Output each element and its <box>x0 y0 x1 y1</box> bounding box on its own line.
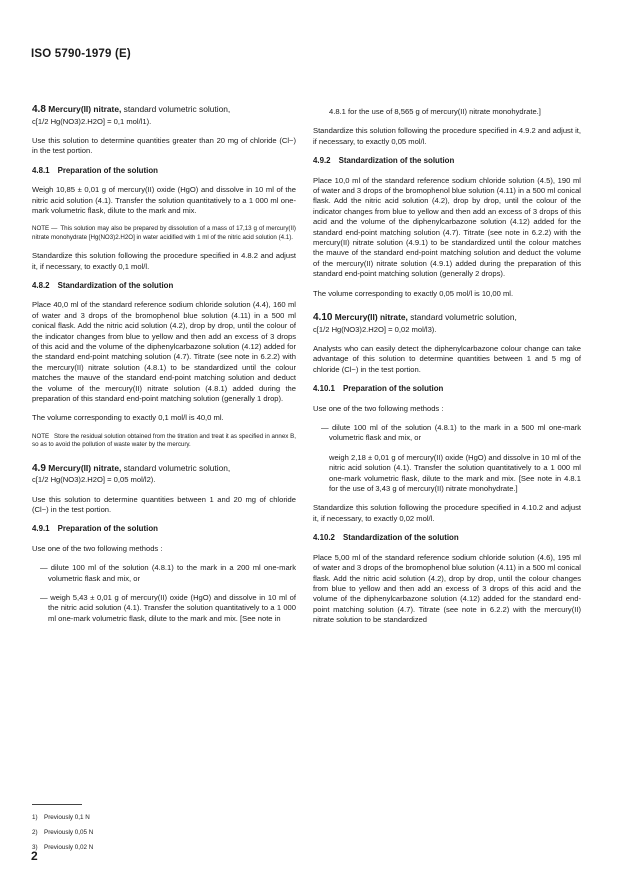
subsection-heading-4-9-2: 4.9.2 Standardization of the solution <box>313 156 455 166</box>
left-column <box>32 104 296 633</box>
paragraph: Use this solution to determine quantities between 1 and 20 mg of chloride (Cl−) in the test portion. <box>32 494 296 514</box>
footnote-rule <box>32 804 82 805</box>
paragraph: Place 10,0 ml of the standard reference sodium chloride solution (4.5), 190 ml of water and 3 drops of the bromophenol blue solution (4.11) in a 500 ml conical flask. Add the nitric acid solution (4.2), drop by drop, until the colour of the indicator changes from blue to yellow and then add an excess of 3 drops of this acid and the volume of the diphenylcarbazone solution (4.12) added for the standard end-point matching solution (4.7). Titrate (see note in 6.2.2) with the mercury(II) nitrate solution (4.9.1) to be standardized until the colour matches the mauve of the standard end-point matching solution and deduct the volume of the mercury(II) nitrate solution (4.9.1) added during the preparation of this standard end-point matching solution (generally 2 drops). <box>313 175 581 279</box>
subsection-heading-4-8-1: 4.8.1 Preparation of the solution <box>32 165 158 175</box>
footnotes <box>32 810 93 855</box>
paragraph: Analysts who can easily detect the diphenylcarbazone colour change can take advantage of this solution to determine quantities between 1 and 5 mg of chloride (Cl−) in the test portion. <box>313 344 581 374</box>
subsection-heading-4-8-2: 4.8.2 Standardization of the solution <box>32 280 174 290</box>
note: NOTE — This solution may also be prepared by dissolution of a mass of 17,13 g of mercury(II) nitrate monohydrate [Hg(NO3)2.H2O] in water acidified with 1 ml of the nitric acid solution (4.1). <box>32 225 296 241</box>
list-item: — weigh 5,43 ± 0,01 g of mercury(II) oxide (HgO) and dissolve in 10 ml of the nitric acid solution (4.1). Transfer the solution quantitatively to a 1 000 ml one-mark volumetric flask, dilute to the mark and mix. [See note in <box>40 593 296 623</box>
subsection-heading-4-9-1: 4.9.1 Preparation of the solution <box>32 524 158 534</box>
section-heading-4-8: 4.8 Mercury(II) nitrate, standard volumetric solution, <box>32 104 231 115</box>
subsection-heading-4-10-2: 4.10.2 Standardization of the solution <box>313 533 459 543</box>
note: NOTE Store the residual solution obtained from the titration and treat it as specified in annex B, so as to avoid the pollution of waste water by the mercury. <box>32 432 296 449</box>
footnote: 3) Previously 0,02 N <box>32 844 94 851</box>
subsection-heading-4-10-1: 4.10.1 Preparation of the solution <box>313 384 444 394</box>
document-header: ISO 5790-1979 (E) <box>31 48 131 60</box>
footnote: 1) Previously 0,1 N <box>32 814 90 821</box>
section-heading-4-9: 4.9 Mercury(II) nitrate, standard volumetric solution, <box>32 462 231 474</box>
paragraph: Weigh 10,85 ± 0,01 g of mercury(II) oxide (HgO) and dissolve in 10 ml of the nitric acid solution (4.1). Transfer the solution quantitatively to a 1 000 ml one-mark volumetric flask, dilute to the mark and mix. <box>32 185 296 215</box>
page-number: 2 <box>31 849 38 863</box>
list-item: weigh 2,18 ± 0,01 g of mercury(II) oxide (HgO) and dissolve in 10 ml of the nitric acid solution (4.1). Transfer the solution quantitatively to a 1 000 ml one-mark volumetric flask, dilute to the mark and mix. [See note in 4.8.1 for the use of 3,43 g of mercury(II) nitrate monohydrate.] <box>329 452 581 494</box>
section-formula-4-10: c[1/2 Hg(NO3)2.H2O] = 0,02 mol/l3). <box>313 324 437 334</box>
paragraph: Standardize this solution following the procedure specified in 4.8.2 and adjust it, if necessary, to exactly 0,1 mol/l. <box>32 251 296 271</box>
list-item: — dilute 100 ml of the solution (4.8.1) to the mark in a 200 ml one-mark volumetric flask and mix, or <box>40 563 296 583</box>
section-heading-4-10: 4.10 Mercury(II) nitrate, standard volumetric solution, <box>313 312 517 324</box>
right-column <box>313 107 581 635</box>
footnote: 2) Previously 0,05 N <box>32 829 94 836</box>
paragraph: Use one of the two following methods : <box>313 403 444 413</box>
paragraph: Use this solution to determine quantities greater than 20 mg of chloride (Cl−) in the test portion. <box>32 135 296 156</box>
section-formula-4-9: c[1/2 Hg(NO3)2.H2O] = 0,05 mol/l2). <box>32 475 156 485</box>
paragraph: Place 40,0 ml of the standard reference sodium chloride solution (4.4), 160 ml of water and 3 drops of the bromophenol blue solution (4.11) in a 500 ml conical flask. Add the nitric acid solution (4.2), drop by drop, until the colour of the indicator changes from blue to yellow and then add an excess of 3 drops of this acid and the volume of the diphenylcarbazone solution (4.12) added for the standard end-point matching solution (4.7). Titrate (see note in 6.2.2) with the mercury(II) nitrate solution (4.8.1) to be standardized until the colour matches the mauve of the standard end-point matching solution and deduct the volume of the mercury(II) nitrate solution (4.8.1) added during the preparation of this standard end-point matching solution (generally 1 drop). <box>32 300 296 404</box>
paragraph: The volume corresponding to exactly 0,05 mol/l is 10,00 ml. <box>313 288 514 298</box>
section-formula-4-8: c[1/2 Hg(NO3)2.H2O] = 0,1 mol/l1). <box>32 116 152 126</box>
paragraph: Standardize this solution following the procedure specified in 4.9.2 and adjust it, if necessary, to exactly 0,05 mol/l. <box>313 126 581 146</box>
list-item-continued: 4.8.1 for the use of 8,565 g of mercury(II) nitrate monohydrate.] <box>329 107 541 116</box>
paragraph: Place 5,00 ml of the standard reference sodium chloride solution (4.6), 195 ml of water and 3 drops of the bromophenol blue solution (4.11) in a 500 ml conical flask. Add the nitric acid solution (4.2), drop by drop, until the colour changes from blue to yellow and then add an excess of 3 drops of this acid and the volume of the diphenylcarbazone solution (4.12) added for the standard end-point matching solution (4.7). Titrate (see note in 6.2.2) with the mercury(II) nitrate solution to be standardized <box>313 552 581 625</box>
paragraph: The volume corresponding to exactly 0,1 mol/l is 40,0 ml. <box>32 413 224 423</box>
list-item: — dilute 100 ml of the solution (4.8.1) to the mark in a 500 ml one-mark volumetric flask and mix, or <box>321 423 581 443</box>
paragraph: Standardize this solution following the procedure specified in 4.10.2 and adjust it, if necessary, to exactly 0,02 mol/l. <box>313 503 581 523</box>
paragraph: Use one of the two following methods : <box>32 543 163 553</box>
